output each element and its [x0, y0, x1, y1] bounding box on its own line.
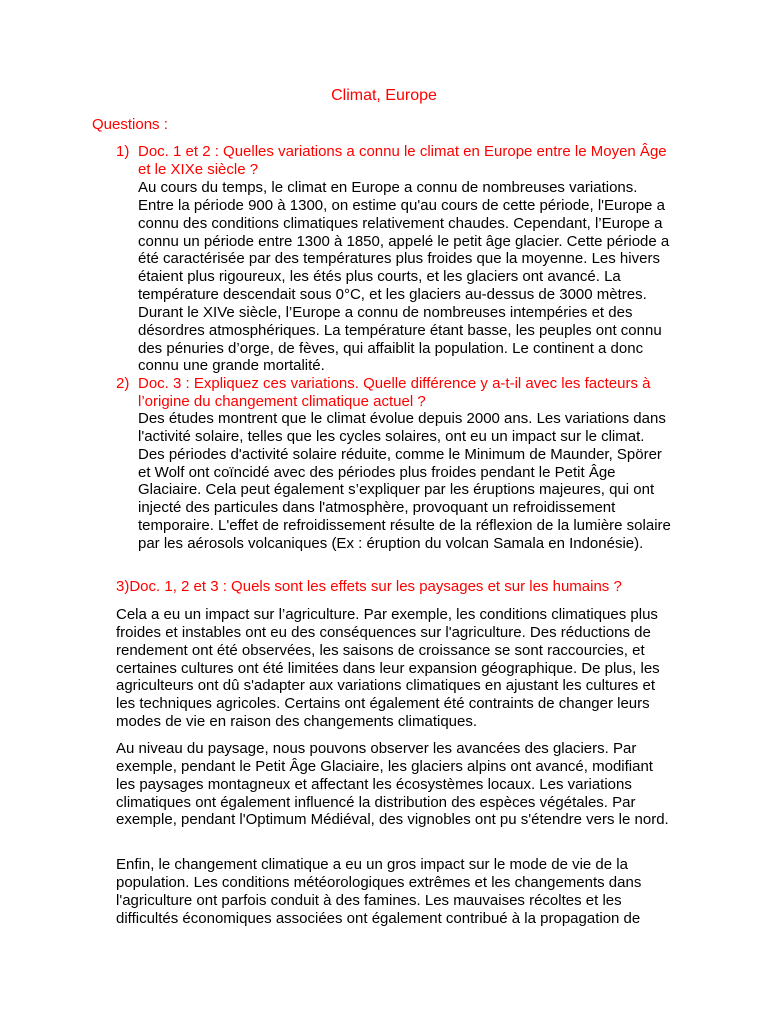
question-1-text: Doc. 1 et 2 : Quelles variations a connu le climat en Europe entre le Moyen Âge et le XIXe siècle ?	[138, 143, 667, 178]
answer-3-paragraph-2: Au niveau du paysage, nous pouvons observer les avancées des glaciers. Par exemple, pendant le Petit Âge Glaciaire, les glaciers alpins ont avancé, modifiant les paysages montagneux et affectant les écosystèmes locaux. Les variations climatiques ont également influencé la distribution des espèces végétales. Par exemple, pendant l'Optimum Médiéval, des vignobles ont pu s'étendre vers le nord.	[116, 740, 669, 829]
question-2-number: 2)	[116, 375, 130, 392]
question-3: 3)Doc. 1, 2 et 3 : Quels sont les effets sur les paysages et sur les humains ?	[116, 578, 622, 595]
question-2-text: Doc. 3 : Expliquez ces variations. Quelle différence y a-t-il avec les facteurs à l’origine du changement climatique actuel ?	[138, 375, 651, 410]
answer-3-paragraph-1: Cela a eu un impact sur l’agriculture. Par exemple, les conditions climatiques plus froides et instables ont eu des conséquences sur l'agriculture. Des réductions de rendement ont été observées, les saisons de croissance se sont raccourcies, et certaines cultures ont été limitées dans leur expansion géographique. De plus, les agriculteurs ont dû s'adapter aux variations climatiques en ajustant les cultures et les techniques agricoles. Certains ont également été contraints de changer leurs modes de vie en raison des changements climatiques.	[116, 606, 660, 731]
question-1-number: 1)	[116, 143, 130, 160]
answer-2: Des études montrent que le climat évolue depuis 2000 ans. Les variations dans l'activité solaire, telles que les cycles solaires, ont eu un impact sur le climat. Des périodes d'activité solaire réduite, comme le Minimum de Maunder, Spörer et Wolf ont coïncidé avec des périodes plus froides pendant le Petit Âge Glaciaire. Cela peut également s’expliquer par les éruptions majeures, qui ont injecté des particules dans l'atmosphère, provoquant un refroidissement temporaire. L'effet de refroidissement résulte de la réflexion de la lumière solaire par les aérosols volcaniques (Ex : éruption du volcan Samala en Indonésie).	[138, 410, 671, 552]
questions-label: Questions :	[92, 116, 168, 133]
answer-1: Au cours du temps, le climat en Europe a connu de nombreuses variations. Entre la période 900 à 1300, on estime qu'au cours de cette période, l'Europe a connu des conditions climatiques relativement chaudes. Cependant, l’Europe a connu un période entre 1300 à 1850, appelé le petit âge glacier. Cette période a été caractérisée par des températures plus froides que la moyenne. Les hivers étaient plus rigoureux, les étés plus courts, et les glaciers ont avancé. La température descendait sous 0°C, et les glaciers au-dessus de 3000 mètres. Durant le XIVe siècle, l’Europe a connu de nombreuses intempéries et des désordres atmosphériques. La température étant basse, les peuples ont connu des pénuries d’orge, de fèves, qui affaiblit la population. Le continent a donc connu une grande mortalité.	[138, 179, 670, 375]
answer-3-paragraph-3: Enfin, le changement climatique a eu un gros impact sur le mode de vie de la population. Les conditions météorologiques extrêmes et les changements dans l'agriculture ont parfois conduit à des famines. Les mauvaises récoltes et les difficultés économiques associées ont également contribué à la propagation de	[116, 856, 642, 927]
document-title: Climat, Europe	[331, 87, 437, 104]
